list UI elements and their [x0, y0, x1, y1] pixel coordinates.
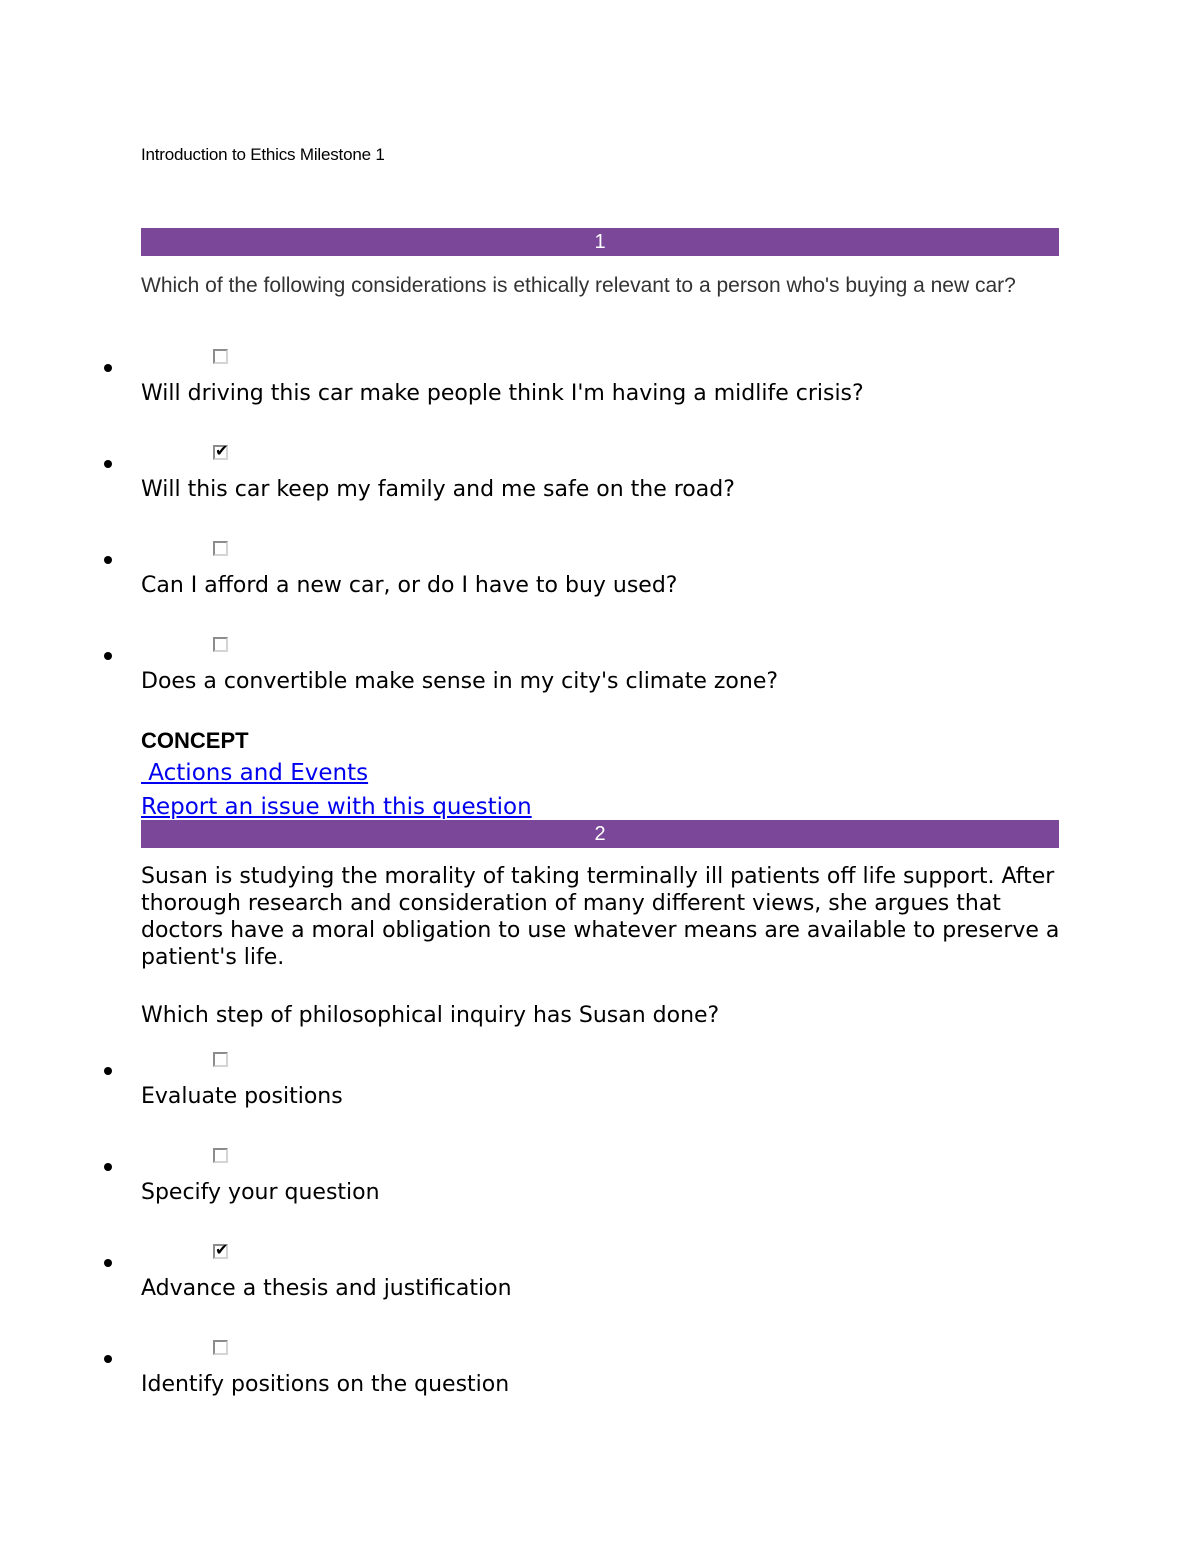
bullet-icon [104, 556, 112, 564]
question-number-bar: 2 [141, 820, 1059, 848]
checkbox[interactable] [213, 1052, 228, 1067]
question-text: Susan is studying the morality of taking terminally ill patients off life support. After thorough research and consideration of many different views, she argues that doctors have a moral obligation to use whatever means are available to preserve a patient's life. [141, 864, 1060, 970]
answer-option[interactable] [0, 635, 1200, 715]
checkmark-icon: ✔ [215, 441, 229, 460]
answer-label: Can I afford a new car, or do I have to buy used? [141, 573, 678, 598]
bullet-icon [104, 460, 112, 468]
document-title: Introduction to Ethics Milestone 1 [141, 145, 385, 164]
checkbox[interactable] [213, 637, 228, 652]
answer-label: Will this car keep my family and me safe on the road? [141, 477, 735, 502]
answer-label: Will driving this car make people think I'm having a midlife crisis? [141, 381, 864, 406]
question-text: Which of the following considerations is ethically relevant to a person who's buying a new car? [141, 274, 1016, 297]
answer-label: Does a convertible make sense in my city's climate zone? [141, 669, 779, 694]
checkbox[interactable] [213, 1340, 228, 1355]
concept-label: CONCEPT [141, 728, 249, 753]
answer-option[interactable] [0, 347, 1200, 427]
question-number-bar: 1 [141, 228, 1059, 256]
answer-label: Identify positions on the question [141, 1372, 510, 1397]
question-prompt: Which step of philosophical inquiry has Susan done? [141, 1003, 720, 1028]
answer-option[interactable] [0, 1050, 1200, 1130]
answer-option[interactable] [0, 539, 1200, 619]
checkbox[interactable] [213, 441, 229, 460]
bullet-icon [104, 364, 112, 372]
bullet-icon [104, 652, 112, 660]
checkbox[interactable] [213, 349, 228, 364]
report-issue-link[interactable]: Report an issue with this question [141, 794, 532, 820]
bullet-icon [104, 1067, 112, 1075]
answer-option[interactable] [0, 1146, 1200, 1226]
checkbox[interactable] [213, 1240, 229, 1259]
checkbox[interactable] [213, 541, 228, 556]
answer-label: Evaluate positions [141, 1084, 343, 1109]
concept-link[interactable]: Actions and Events [141, 760, 369, 786]
checkbox[interactable] [213, 1148, 228, 1163]
answer-label: Advance a thesis and justification [141, 1276, 512, 1301]
answer-option[interactable] [0, 1242, 1200, 1322]
answer-option[interactable] [0, 1338, 1200, 1418]
bullet-icon [104, 1355, 112, 1363]
bullet-icon [104, 1163, 112, 1171]
answer-option[interactable] [0, 443, 1200, 523]
answer-label: Specify your question [141, 1180, 380, 1205]
checkmark-icon: ✔ [215, 1240, 229, 1259]
bullet-icon [104, 1259, 112, 1267]
